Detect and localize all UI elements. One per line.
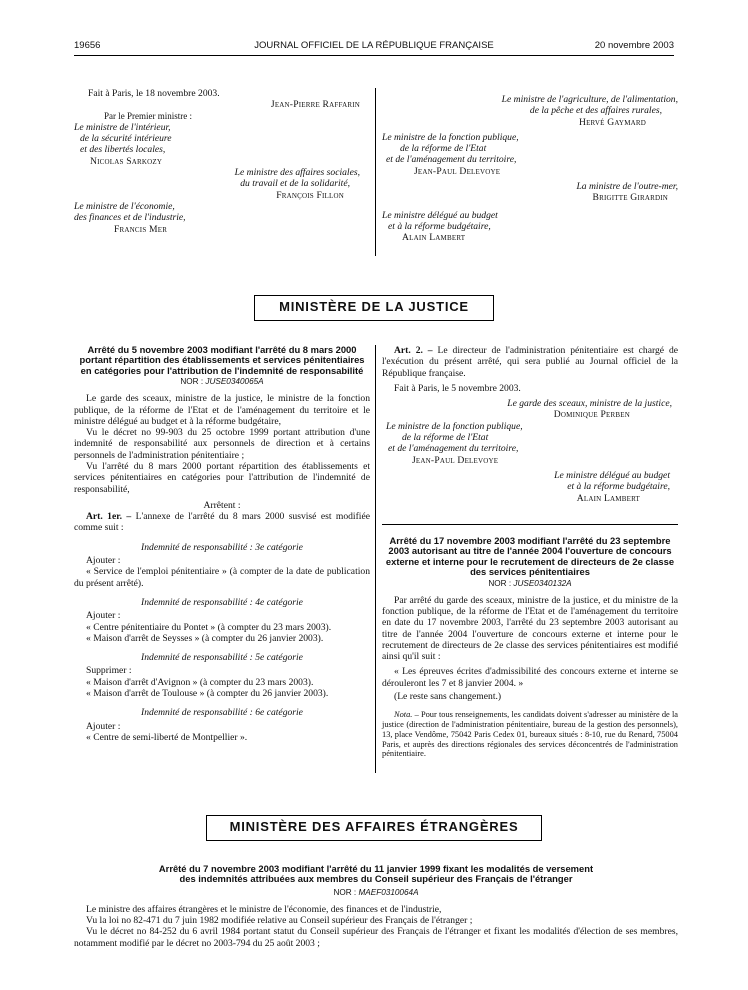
sig-fp-title-2: de la réforme de l'Etat [402,432,489,444]
sig-fp-name: Jean-Paul Delevoye [412,454,499,466]
nota-label: Nota. [394,710,413,720]
category-4-item: « Centre pénitentiaire du Pontet » (à compter du 23 mars 2003). [86,621,332,633]
arrete-separator [382,524,678,525]
category-3-item: « Service de l'emploi pénitentiaire » (à compter de la date de publication du présent arrêté). [74,566,370,589]
interieur-signature: Nicolas Sarkozy [90,155,163,167]
fonction-publique-title-3: et de l'aménagement du territoire, [386,154,517,166]
interieur-title: Le ministre de l'intérieur, [74,121,171,133]
arrete-3-vu-1: Vu la loi no 82-471 du 7 juin 1982 modifiée relative au Conseil supérieur des Français de l'étranger ; [86,915,473,927]
ajouter-label: Ajouter : [86,555,121,567]
ajouter-label: Ajouter : [86,610,121,622]
arrete-1-fait: Fait à Paris, le 5 novembre 2003. [394,382,521,394]
header-rule [74,55,674,56]
interieur-title-3: et des libertés locales, [80,144,166,156]
nor-label: NOR : [488,578,512,588]
column-rule-top [375,88,376,256]
pm-signature: Jean-Pierre Raffarin [270,99,360,111]
outre-mer-signature: Brigitte Girardin [592,192,668,204]
outre-mer-title: La ministre de l'outre-mer, [576,181,678,193]
category-6-item: « Centre de semi-liberté de Montpellier ». [86,731,248,743]
nor-code: JUSE0340065A [205,377,264,387]
journal-title: JOURNAL OFFICIEL DE LA RÉPUBLIQUE FRANÇAISE [254,40,494,51]
category-5-item: « Maison d'arrêt d'Avignon » (à compter du 23 mars 2003). [86,676,314,688]
budget-title: Le ministre délégué au budget [382,209,498,221]
sig-fp-title-3: et de l'aménagement du territoire, [388,443,519,455]
fait-line: Fait à Paris, le 18 novembre 2003. [88,88,220,99]
category-5-item: « Maison d'arrêt de Toulouse » (à compter du 26 janvier 2003). [86,688,329,700]
top-signatures-left [74,88,370,235]
sig-justice-name: Dominique Perben [553,409,630,421]
ministry-affaires-etrangeres-heading: MINISTÈRE DES AFFAIRES ÉTRANGÈRES [206,815,542,841]
category-4-item: « Maison d'arrêt de Seysses » (à compter du 26 janvier 2003). [86,632,324,644]
economie-title: Le ministre de l'économie, [74,200,175,212]
arretent: Arrêtent : [203,499,241,511]
top-signatures-right [382,94,678,244]
economie-title-2: des finances et de l'industrie, [74,212,186,224]
ajouter-label: Ajouter : [86,720,121,732]
budget-signature: Alain Lambert [402,232,466,244]
arrete-3 [74,864,678,949]
category-4-heading: Indemnité de responsabilité : 4e catégorie [141,596,303,608]
sig-budget-name: Alain Lambert [576,492,640,504]
category-3-heading: Indemnité de responsabilité : 3e catégorie [141,541,303,553]
arrete-1-nor [74,376,370,387]
nor-code: JUSE0340132A [513,578,572,588]
economie-signature: Francis Mer [114,223,168,235]
arrete-1-vu-1: Vu le décret no 99-903 du 25 octobre 1999 portant attribution d'une indemnité de responsabilité aux personnels de direction et à certains personnels de l'administration pénitentiaire ; [74,427,370,461]
fonction-publique-title: Le ministre de la fonction publique, [382,131,519,143]
arrete-2-body: Par arrêté du garde des sceaux, ministre de la justice, et du ministre de la fonction publique, de la réforme de l'Etat et de l'aménagement du territoire en date du 17 novembre 2003, l'arrêté du 23 septembre 2003 autorisant au titre de l'année 2004 l'ouverture de concours externe et interne pour le recrutement de directeurs de 2e classe des services pénitentiaires est modifié ainsi qu'il suit : [382,594,678,663]
arrete-1-right [382,345,678,504]
column-rule-middle [375,345,376,773]
arrete-3-preamble: Le ministre des affaires étrangères et le ministre de l'économie, des finances et de l'industrie, [86,903,442,915]
nor-label: NOR : [333,887,357,897]
ministry-justice-heading: MINISTÈRE DE LA JUSTICE [254,295,494,321]
nota-text: – Pour tous renseignements, les candidats doivent s'adresser au ministère de la justice (direction de l'administration pénitentiaire, bureau de la gestion des personnels), 13, place Vendôme, 75042 Paris Cedex 01, bureaux situés : 8-10, rue du Renard, 75004 Paris, et auprès des directions régionales des services déconcentrés de l'administration pénitentiaire. [382,710,679,759]
supprimer-label: Supprimer : [86,665,132,677]
agriculture-title-2: de la pêche et des affaires rurales, [529,105,662,117]
social-title-2: du travail et de la solidarité, [240,178,350,190]
arrete-3-vu-2: Vu le décret no 84-252 du 6 avril 1984 portant statut du Conseil supérieur des Français de l'étranger et fixant les modalités d'élection de ses membres, notamment modifié par le décret no 2003-794 du 25 août 2003 ; [74,926,678,949]
fonction-publique-signature: Jean-Paul Delevoye [414,165,501,177]
article-2-text: Le directeur de l'administration pénitentiaire est chargé de l'exécution du présent arrêté, qui sera publié au Journal officiel de la République française. [382,345,678,379]
arrete-2-reste: (Le reste sans changement.) [394,691,502,702]
arrete-1-left [74,345,370,743]
page-header [74,40,674,54]
page-number: 19656 [74,40,101,51]
budget-title-2: et à la réforme budgétaire, [388,220,491,232]
sig-fp-title: Le ministre de la fonction publique, [386,420,523,432]
arrete-3-title-2: des indemnités attribuées aux membres du Conseil supérieur des Français de l'étranger [179,873,573,885]
interieur-title-2: de la sécurité intérieure [80,133,172,145]
category-5-heading: Indemnité de responsabilité : 5e catégorie [141,652,303,664]
sig-budget-title-2: et à la réforme budgétaire, [567,481,670,493]
article-1-label: Art. 1er. – [86,511,132,523]
sig-budget-title: Le ministre délégué au budget [554,469,670,481]
social-title: Le ministre des affaires sociales, [234,167,360,179]
arrete-2-quote: « Les épreuves écrites d'admissibilité des concours externe et interne se dérouleront les 7 et 8 janvier 2004. » [382,666,678,689]
category-6-heading: Indemnité de responsabilité : 6e catégorie [141,707,303,719]
sig-justice-title: Le garde des sceaux, ministre de la justice, [507,398,672,410]
arrete-1-preamble: Le garde des sceaux, ministre de la justice, le ministre de la fonction publique, de la réforme de l'Etat et de l'aménagement du territoire et le ministre délégué au budget et à la réforme budgétaire, [74,393,370,427]
arrete-2-nor [382,578,678,589]
par-premier-ministre: Par le Premier ministre : [104,110,192,121]
article-2-label: Art. 2. – [394,345,433,356]
nor-code: MAEF0310064A [358,887,419,897]
agriculture-signature: Hervé Gaymard [578,116,646,128]
arrete-3-title-1: Arrêté du 7 novembre 2003 modifiant l'arrêté du 11 janvier 1999 fixant les modalités de versement [158,863,594,874]
social-signature: François Fillon [276,189,344,201]
fonction-publique-title-2: de la réforme de l'Etat [400,143,487,155]
arrete-2-title: Arrêté du 17 novembre 2003 modifiant l'arrêté du 23 septembre 2003 autorisant au titre de l'année 2004 l'ouverture de concours externe et interne pour le recrutement de directeurs de 2e classe des services pénitentiaires [385,535,675,578]
arrete-3-nor [74,887,678,898]
arrete-1-title: Arrêté du 5 novembre 2003 modifiant l'arrêté du 8 mars 2000 portant répartition des établissements et services pénitentiaires en catégories pour l'attribution de l'indemnité de responsabilité [79,344,365,376]
arrete-1-vu-2: Vu l'arrêté du 8 mars 2000 portant répartition des établissements et services pénitentiaires en catégories pour l'attribution de l'indemnité de responsabilité, [74,461,370,495]
article-1-text: L'annexe de l'arrêté du 8 mars 2000 susvisé est modifiée comme suit : [74,511,370,534]
arrete-2 [382,536,678,759]
agriculture-title: Le ministre de l'agriculture, de l'alimentation, [501,94,678,105]
nor-label: NOR : [180,377,204,387]
issue-date: 20 novembre 2003 [594,40,674,51]
